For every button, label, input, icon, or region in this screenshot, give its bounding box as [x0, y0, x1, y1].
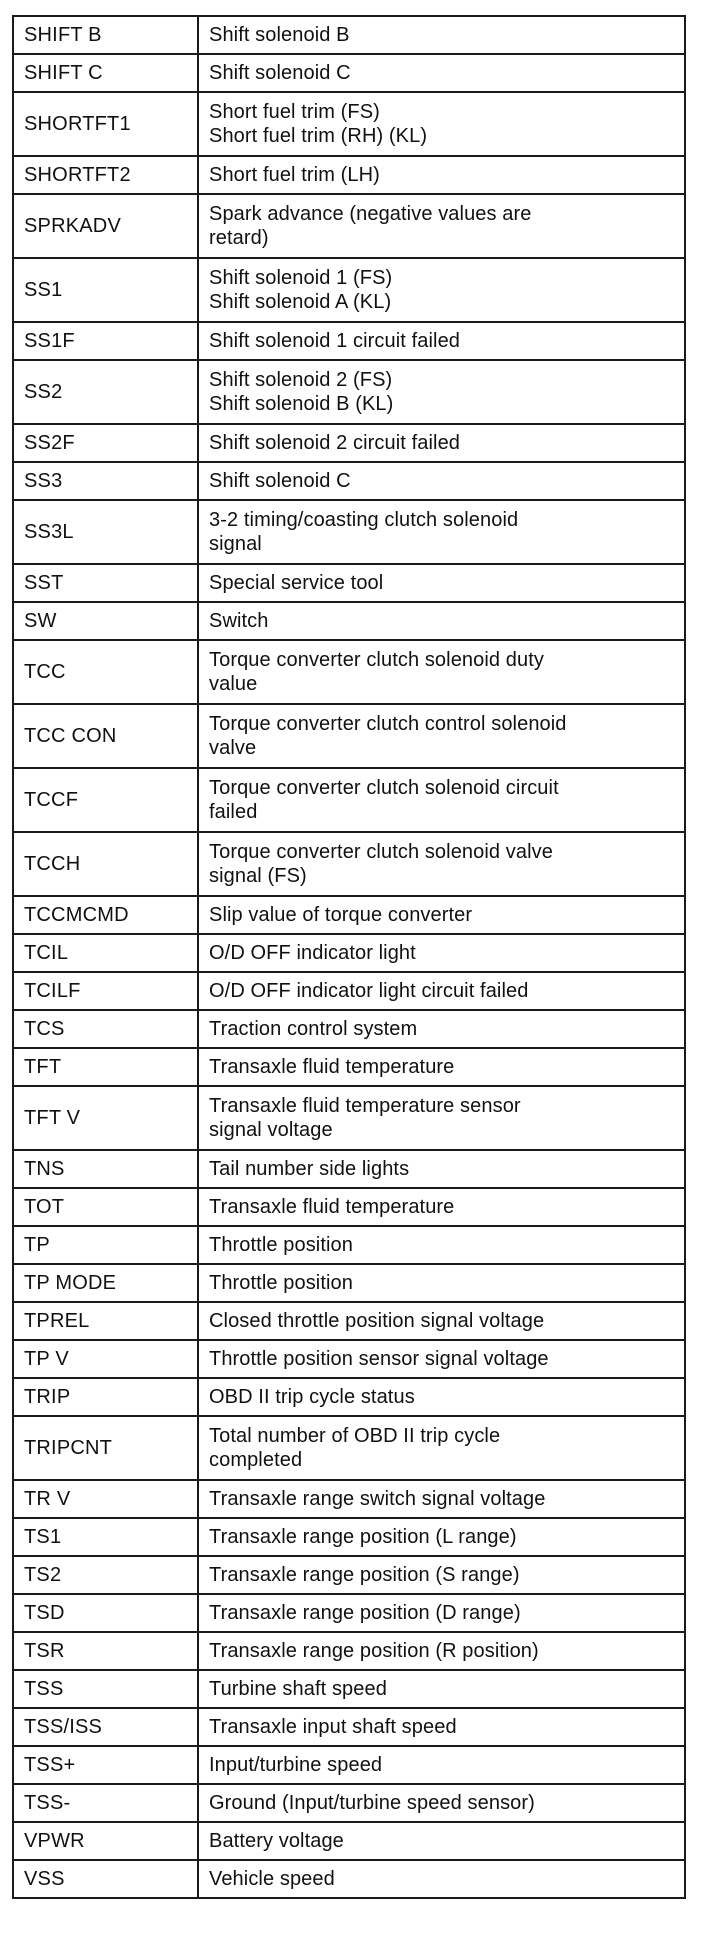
- description-cell: [198, 1822, 685, 1860]
- table-row: [13, 1416, 685, 1480]
- description-line: signal voltage: [209, 1119, 333, 1141]
- description-cell: [198, 1048, 685, 1086]
- abbreviation-cell: TP: [13, 1226, 198, 1264]
- description-line: Traction control system: [209, 1018, 418, 1040]
- table-row: [13, 322, 685, 360]
- table-row: [13, 16, 685, 54]
- description-line: Slip value of torque converter: [209, 904, 473, 926]
- description-line: Short fuel trim (LH): [209, 164, 380, 186]
- description-cell: [198, 1480, 685, 1518]
- abbreviation-cell: TCS: [13, 1010, 198, 1048]
- description-line: Shift solenoid B (KL): [209, 393, 394, 415]
- description-cell: [198, 1518, 685, 1556]
- description-line: Transaxle fluid temperature: [209, 1056, 455, 1078]
- description-line: Shift solenoid C: [209, 470, 351, 492]
- description-line: Transaxle range position (L range): [209, 1526, 517, 1548]
- abbreviation-cell: TFT V: [13, 1086, 198, 1150]
- description-cell: [198, 16, 685, 54]
- table-row: [13, 602, 685, 640]
- abbreviation-cell: SHORTFT1: [13, 92, 198, 156]
- description-line: signal: [209, 533, 262, 555]
- description-line: valve: [209, 737, 257, 759]
- description-line: Shift solenoid 1 (FS): [209, 267, 393, 289]
- description-cell: [198, 1188, 685, 1226]
- description-line: Vehicle speed: [209, 1868, 335, 1890]
- description-cell: [198, 1340, 685, 1378]
- description-line: O/D OFF indicator light circuit failed: [209, 980, 529, 1002]
- abbreviation-cell: TSS-: [13, 1784, 198, 1822]
- description-cell: [198, 500, 685, 564]
- table-row: [13, 1632, 685, 1670]
- table-row: [13, 360, 685, 424]
- description-line: Short fuel trim (RH) (KL): [209, 125, 428, 147]
- description-cell: [198, 1416, 685, 1480]
- abbreviation-cell: TRIP: [13, 1378, 198, 1416]
- description-cell: [198, 1378, 685, 1416]
- description-line: Torque converter clutch solenoid circuit: [209, 777, 559, 799]
- abbreviation-cell: TCC: [13, 640, 198, 704]
- description-line: Shift solenoid A (KL): [209, 291, 392, 313]
- description-cell: [198, 156, 685, 194]
- description-cell: [198, 322, 685, 360]
- description-line: Special service tool: [209, 572, 384, 594]
- description-cell: [198, 1860, 685, 1898]
- description-cell: [198, 602, 685, 640]
- description-cell: [198, 1010, 685, 1048]
- table-row: [13, 194, 685, 258]
- description-line: Spark advance (negative values are: [209, 203, 532, 225]
- description-cell: [198, 1556, 685, 1594]
- description-cell: [198, 1784, 685, 1822]
- description-line: Throttle position: [209, 1272, 353, 1294]
- description-line: Turbine shaft speed: [209, 1678, 387, 1700]
- description-line: Ground (Input/turbine speed sensor): [209, 1792, 535, 1814]
- abbreviation-cell: TCCMCMD: [13, 896, 198, 934]
- table-row: [13, 54, 685, 92]
- description-cell: [198, 934, 685, 972]
- description-line: Throttle position: [209, 1234, 353, 1256]
- abbreviation-cell: TSS: [13, 1670, 198, 1708]
- abbreviation-cell: TPREL: [13, 1302, 198, 1340]
- description-line: Transaxle fluid temperature sensor: [209, 1095, 521, 1117]
- table-row: [13, 1480, 685, 1518]
- description-cell: [198, 258, 685, 322]
- table-row: [13, 1226, 685, 1264]
- table-row: [13, 1860, 685, 1898]
- table-row: [13, 1010, 685, 1048]
- description-line: Transaxle range position (S range): [209, 1564, 520, 1586]
- description-line: Switch: [209, 610, 269, 632]
- table-row: [13, 1708, 685, 1746]
- description-line: Total number of OBD II trip cycle: [209, 1425, 501, 1447]
- description-line: Shift solenoid 2 (FS): [209, 369, 393, 391]
- abbreviation-cell: SS1: [13, 258, 198, 322]
- abbreviation-cell: TP MODE: [13, 1264, 198, 1302]
- description-cell: [198, 564, 685, 602]
- table-row: [13, 1086, 685, 1150]
- description-line: Shift solenoid B: [209, 24, 350, 46]
- description-line: O/D OFF indicator light: [209, 942, 416, 964]
- description-cell: [198, 1746, 685, 1784]
- abbreviation-cell: SS2F: [13, 424, 198, 462]
- description-line: Short fuel trim (FS): [209, 101, 380, 123]
- abbreviation-cell: TSD: [13, 1594, 198, 1632]
- abbreviation-cell: TOT: [13, 1188, 198, 1226]
- description-cell: [198, 1086, 685, 1150]
- description-line: Torque converter clutch solenoid duty: [209, 649, 544, 671]
- table-row: [13, 1594, 685, 1632]
- abbreviation-cell: TR V: [13, 1480, 198, 1518]
- description-line: Shift solenoid 2 circuit failed: [209, 432, 461, 454]
- description-line: Transaxle fluid temperature: [209, 1196, 455, 1218]
- table-row: [13, 1746, 685, 1784]
- description-line: failed: [209, 801, 258, 823]
- abbreviation-cell: TS1: [13, 1518, 198, 1556]
- description-cell: [198, 1264, 685, 1302]
- abbreviation-cell: SS3L: [13, 500, 198, 564]
- description-line: Shift solenoid C: [209, 62, 351, 84]
- abbreviation-cell: TNS: [13, 1150, 198, 1188]
- table-row: [13, 1302, 685, 1340]
- table-row: [13, 640, 685, 704]
- description-cell: [198, 704, 685, 768]
- abbreviation-table-body: [13, 16, 685, 1898]
- description-line: Transaxle range position (R position): [209, 1640, 539, 1662]
- description-cell: [198, 1150, 685, 1188]
- abbreviation-cell: TP V: [13, 1340, 198, 1378]
- table-row: [13, 1822, 685, 1860]
- description-line: Transaxle input shaft speed: [209, 1716, 457, 1738]
- description-line: Throttle position sensor signal voltage: [209, 1348, 549, 1370]
- abbreviation-cell: TCCH: [13, 832, 198, 896]
- description-line: Tail number side lights: [209, 1158, 410, 1180]
- description-line: Input/turbine speed: [209, 1754, 383, 1776]
- description-cell: [198, 896, 685, 934]
- table-row: [13, 1556, 685, 1594]
- table-row: [13, 258, 685, 322]
- description-cell: [198, 194, 685, 258]
- description-cell: [198, 1594, 685, 1632]
- abbreviation-cell: SHIFT C: [13, 54, 198, 92]
- description-line: value: [209, 673, 258, 695]
- description-line: 3-2 timing/coasting clutch solenoid: [209, 509, 519, 531]
- description-cell: [198, 424, 685, 462]
- table-row: [13, 768, 685, 832]
- table-row: [13, 896, 685, 934]
- description-cell: [198, 972, 685, 1010]
- description-cell: [198, 1632, 685, 1670]
- description-line: Shift solenoid 1 circuit failed: [209, 330, 461, 352]
- description-cell: [198, 1302, 685, 1340]
- abbreviation-cell: SST: [13, 564, 198, 602]
- abbreviation-cell: SS2: [13, 360, 198, 424]
- abbreviation-cell: SS1F: [13, 322, 198, 360]
- abbreviation-cell: TCCF: [13, 768, 198, 832]
- description-line: Transaxle range switch signal voltage: [209, 1488, 546, 1510]
- table-row: [13, 1340, 685, 1378]
- abbreviation-cell: TCIL: [13, 934, 198, 972]
- table-row: [13, 934, 685, 972]
- table-row: [13, 832, 685, 896]
- abbreviation-cell: TCILF: [13, 972, 198, 1010]
- table-row: [13, 1264, 685, 1302]
- description-line: OBD II trip cycle status: [209, 1386, 415, 1408]
- description-cell: [198, 1226, 685, 1264]
- description-line: Torque converter clutch control solenoid: [209, 713, 567, 735]
- abbreviation-cell: VSS: [13, 1860, 198, 1898]
- table-row: [13, 1518, 685, 1556]
- abbreviation-cell: TFT: [13, 1048, 198, 1086]
- description-line: Battery voltage: [209, 1830, 344, 1852]
- abbreviation-cell: TSS/ISS: [13, 1708, 198, 1746]
- description-cell: [198, 768, 685, 832]
- description-line: completed: [209, 1449, 303, 1471]
- description-cell: [198, 1708, 685, 1746]
- description-cell: [198, 92, 685, 156]
- abbreviation-table: [12, 15, 686, 1899]
- abbreviation-cell: TSS+: [13, 1746, 198, 1784]
- table-row: [13, 564, 685, 602]
- abbreviation-cell: VPWR: [13, 1822, 198, 1860]
- table-row: [13, 1188, 685, 1226]
- table-row: [13, 462, 685, 500]
- description-cell: [198, 1670, 685, 1708]
- table-row: [13, 972, 685, 1010]
- abbreviation-cell: SHIFT B: [13, 16, 198, 54]
- abbreviation-cell: TSR: [13, 1632, 198, 1670]
- abbreviation-cell: SPRKADV: [13, 194, 198, 258]
- description-line: Torque converter clutch solenoid valve: [209, 841, 553, 863]
- table-row: [13, 704, 685, 768]
- table-row: [13, 1784, 685, 1822]
- table-row: [13, 1378, 685, 1416]
- table-row: [13, 156, 685, 194]
- description-line: Transaxle range position (D range): [209, 1602, 521, 1624]
- description-cell: [198, 360, 685, 424]
- description-cell: [198, 832, 685, 896]
- abbreviation-cell: SHORTFT2: [13, 156, 198, 194]
- abbreviation-cell: TS2: [13, 1556, 198, 1594]
- description-line: retard): [209, 227, 269, 249]
- table-row: [13, 424, 685, 462]
- table-row: [13, 92, 685, 156]
- description-cell: [198, 462, 685, 500]
- table-row: [13, 1048, 685, 1086]
- abbreviation-cell: TRIPCNT: [13, 1416, 198, 1480]
- abbreviation-cell: TCC CON: [13, 704, 198, 768]
- abbreviation-cell: SW: [13, 602, 198, 640]
- table-row: [13, 1150, 685, 1188]
- abbreviation-cell: SS3: [13, 462, 198, 500]
- table-row: [13, 500, 685, 564]
- description-cell: [198, 54, 685, 92]
- description-line: Closed throttle position signal voltage: [209, 1310, 545, 1332]
- description-line: signal (FS): [209, 865, 307, 887]
- table-row: [13, 1670, 685, 1708]
- description-cell: [198, 640, 685, 704]
